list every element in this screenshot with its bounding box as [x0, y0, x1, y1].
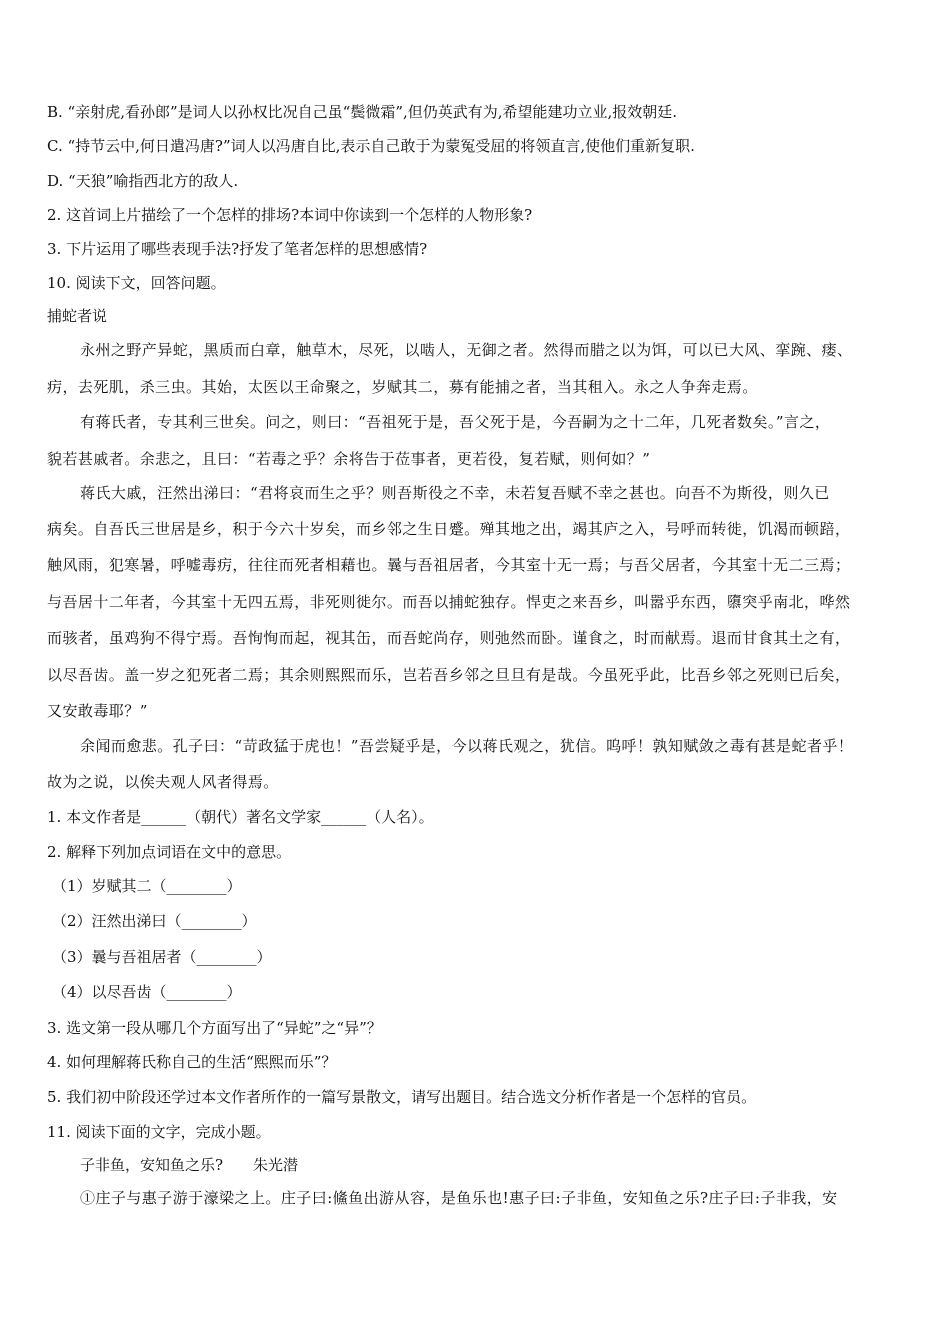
passage-line: 病矣。自吾氏三世居是乡，积于今六十岁矣，而乡邻之生日蹙。殚其地之出，竭其庐之入，号呼而转徙，饥渴而顿踣，: [47, 520, 851, 538]
q9-question-2: 2. 这首词上片描绘了一个怎样的排场?本词中你读到一个怎样的人物形象?: [47, 206, 533, 224]
essay-title: 子非鱼，安知鱼之乐? 朱光潜: [80, 1156, 299, 1174]
q10-subitem-4: （4）以尽吾齿（________）: [52, 983, 242, 1001]
q9-question-3: 3. 下片运用了哪些表现手法?抒发了笔者怎样的思想感情?: [47, 240, 428, 258]
passage-title: 捕蛇者说: [47, 307, 108, 325]
passage-line: 余闻而愈悲。孔子曰：“苛政猛于虎也！”吾尝疑乎是，今以蒋氏观之，犹信。呜呼！孰知赋敛之毒有甚是蛇者乎！: [80, 737, 854, 755]
option-d: D. “天狼”喻指西北方的敌人.: [47, 172, 239, 190]
passage-line: 故为之说，以俟夫观人风者得焉。: [47, 773, 279, 791]
q10-subitem-2: （2）汪然出涕曰（________）: [52, 912, 257, 930]
q10-prompt: 10. 阅读下文，回答问题。: [47, 274, 226, 292]
passage-line: 有蒋氏者，专其利三世矣。问之，则曰：“吾祖死于是，吾父死于是，今吾嗣为之十二年，几死者数矣。”言之，: [80, 413, 831, 431]
q11-prompt: 11. 阅读下面的文字，完成小题。: [47, 1123, 271, 1141]
passage-line: 蒋氏大戚，汪然出涕曰：“君将哀而生之乎？则吾斯役之不幸，未若复吾赋不幸之甚也。向吾不为斯役，则久已: [80, 484, 830, 502]
q10-question-4: 4. 如何理解蒋氏称自己的生活“熙熙而乐”？: [47, 1053, 337, 1071]
passage-line: 永州之野产异蛇，黑质而白章，触草木，尽死，以啮人，无御之者。然得而腊之以为饵，可以已大风、挛踠、瘘、: [80, 341, 853, 359]
q10-subitem-3: （3）曩与吾祖居者（________）: [52, 948, 272, 966]
passage-line: 貌若甚戚者。余悲之，且曰：“若毒之乎？余将告于莅事者，更若役，复若赋，则何如？”: [47, 450, 651, 468]
passage-line: 触风雨，犯寒暑，呼嘘毒疠，往往而死者相藉也。曩与吾祖居者，今其室十无一焉；与吾父居者，今其室十无二三焉；: [47, 556, 851, 574]
passage-line: 又安敢毒耶？”: [47, 702, 148, 720]
q10-question-3: 3. 选文第一段从哪几个方面写出了“异蛇”之“异”？: [47, 1019, 382, 1037]
option-c: C. “持节云中,何日遣冯唐?”词人以冯唐自比,表示自己敢于为蒙冤受屈的将领直言,使他们重新复职.: [47, 137, 695, 155]
q10-question-2: 2. 解释下列加点词语在文中的意思。: [47, 843, 292, 861]
q10-question-5: 5. 我们初中阶段还学过本文作者所作的一篇写景散文，请写出题目。结合选文分析作者是一个怎样的官员。: [47, 1088, 757, 1106]
essay-first-line: ①庄子与惠子游于濠梁之上。庄子曰:鯈鱼出游从容，是鱼乐也!惠子曰:子非鱼，安知鱼之乐?庄子曰:子非我，安: [80, 1189, 838, 1207]
passage-line: 疠，去死肌，杀三虫。其始，太医以王命聚之，岁赋其二，募有能捕之者，当其租入。永之人争奔走焉。: [47, 378, 758, 396]
passage-line: 与吾居十二年者，今其室十无四五焉，非死则徙尔。而吾以捕蛇独存。悍吏之来吾乡，叫嚣乎东西，隳突乎南北，哗然: [47, 593, 851, 611]
passage-line: 以尽吾齿。盖一岁之犯死者二焉；其余则熙熙而乐，岂若吾乡邻之旦旦有是哉。今虽死乎此，比吾乡邻之死则已后矣，: [47, 666, 851, 684]
q10-subitem-1: （1）岁赋其二（________）: [52, 877, 242, 895]
q10-question-1: 1. 本文作者是______（朝代）著名文学家______（人名）。: [47, 808, 434, 826]
option-b: B. “亲射虎,看孙郎”是词人以孙权比况自己虽“鬓微霜”,但仍英武有为,希望能建功立业,报效朝廷.: [47, 103, 678, 121]
passage-line: 而骇者，虽鸡狗不得宁焉。吾恂恂而起，视其缶，而吾蛇尚存，则弛然而卧。谨食之，时而献焉。退而甘食其土之有，: [47, 629, 851, 647]
